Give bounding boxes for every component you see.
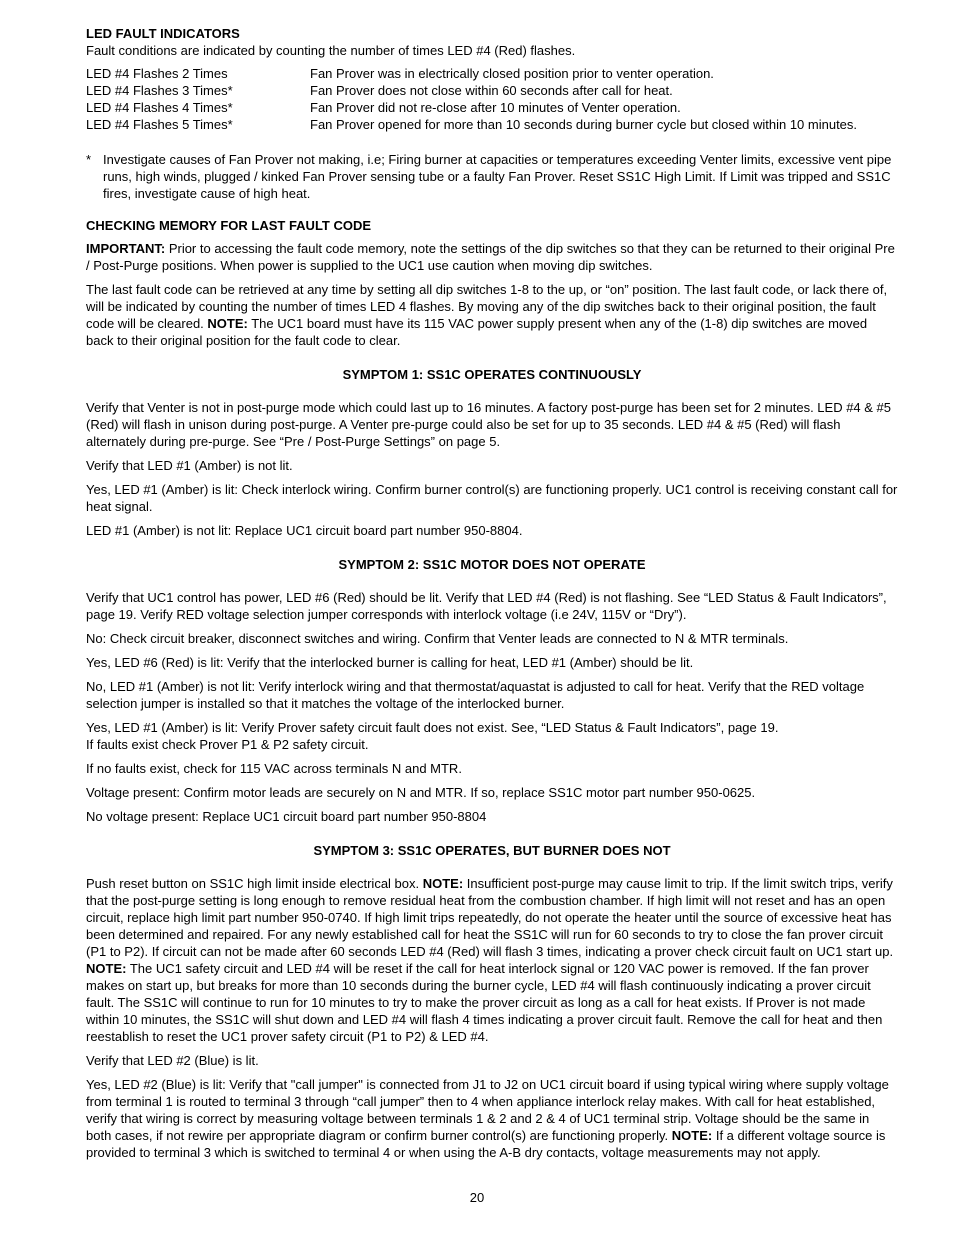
led-fault-table — [86, 65, 898, 133]
note-label: NOTE: — [207, 316, 248, 331]
footnote — [86, 151, 898, 202]
led-fault-intro: Fault conditions are indicated by counting the number of times LED #4 (Red) flashes. — [86, 43, 576, 58]
symptom-3-heading: SYMPTOM 3: SS1C OPERATES, BUT BURNER DOES NOT — [313, 843, 671, 858]
symptom-3-text: Push reset button on SS1C high limit inside electrical box. — [86, 876, 423, 891]
symptom-1-heading: SYMPTOM 1: SS1C OPERATES CONTINUOUSLY — [342, 367, 642, 382]
note-label: NOTE: — [671, 1128, 713, 1143]
fault-label: LED #4 Flashes 3 Times* — [86, 83, 233, 98]
symptom-2-paragraph: If no faults exist, check for 115 VAC across terminals N and MTR. — [86, 761, 462, 776]
page-number: 20 — [469, 1190, 485, 1205]
important-text: Prior to accessing the fault code memory, note the settings of the dip switches so that they can be returned to their original Pre / Post-Purge positions. When power is supplied to the UC1 use caution when moving dip switches. — [86, 241, 895, 273]
symptom-2-paragraph: No, LED #1 (Amber) is not lit: Verify interlock wiring and that thermostat/aquastat is adjusted to call for heat. Verify that the RED voltage selection jumper is installed so that it matches the voltage of the interlocked burner. — [86, 679, 865, 711]
fault-label: LED #4 Flashes 4 Times* — [86, 100, 233, 115]
symptom-2-paragraph — [86, 719, 898, 753]
symptom-2-line: Yes, LED #1 (Amber) is lit: Verify Prover safety circuit fault does not exist. See, “LED Status & Fault Indicators”, page 19. — [86, 720, 779, 735]
symptom-3-text: Yes, LED #2 (Blue) is lit: Verify that "call jumper" is connected from J1 to J2 on UC1 circuit board if using typical wiring where supply voltage from terminal 1 is routed to terminal 3 through “call jumper” then to 4 when appliance interlock relay makes. With call for heat established, verify that wiring is correct by measuring voltage between terminals 1 & 2 and 2 & 4 of UC1 terminal strip. Voltage should be the same in both cases, if not rewire per appropriate diagram or confirm burner control(s) are functioning properly. — [86, 1077, 889, 1143]
fault-description: Fan Prover was in electrically closed position prior to venter operation. — [310, 66, 714, 81]
important-label: IMPORTANT: — [86, 241, 166, 256]
memory-heading: CHECKING MEMORY FOR LAST FAULT CODE — [86, 218, 372, 233]
note-label: NOTE: — [86, 961, 127, 976]
symptom-2-paragraph: Verify that UC1 control has power, LED #6 (Red) should be lit. Verify that LED #4 (Red) is not flashing. See “LED Status & Fault Indicators”, page 19. Verify RED voltage selection jumper corresponds with interlock voltage (i.e 24V, 115V or “Dry”). — [86, 590, 887, 622]
symptom-3-paragraph: Verify that LED #2 (Blue) is lit. — [86, 1053, 259, 1068]
symptom-1-paragraph: LED #1 (Amber) is not lit: Replace UC1 circuit board part number 950-8804. — [86, 523, 523, 538]
symptom-3-paragraph — [86, 875, 898, 1045]
fault-label: LED #4 Flashes 5 Times* — [86, 117, 233, 132]
symptom-2-paragraph: Voltage present: Confirm motor leads are securely on N and MTR. If so, replace SS1C motor part number 950-0625. — [86, 785, 756, 800]
symptom-2-paragraph: No: Check circuit breaker, disconnect switches and wiring. Confirm that Venter leads are connected to N & MTR terminals. — [86, 631, 789, 646]
symptom-1-paragraph: Verify that LED #1 (Amber) is not lit. — [86, 458, 293, 473]
symptom-3-paragraph — [86, 1076, 898, 1161]
manual-page — [86, 25, 898, 1168]
fault-label: LED #4 Flashes 2 Times — [86, 66, 228, 81]
footnote-text: Investigate causes of Fan Prover not making, i.e; Firing burner at capacities or temperatures exceeding Venter limits, excessive vent pipe runs, high winds, plugged / kinked Fan Prover sensing tube or a faulty Fan Prover. Reset SS1C High Limit. If Limit was tripped and SS1C fires, investigate cause of high heat. — [103, 152, 892, 201]
symptom-3-text: If a different voltage source is provided to terminal 3 which is switched to terminal 4 or when using the A-B dry contacts, voltage measurements may not apply. — [86, 1128, 886, 1160]
note-label: NOTE: — [422, 876, 464, 891]
symptom-2-heading: SYMPTOM 2: SS1C MOTOR DOES NOT OPERATE — [338, 557, 646, 572]
fault-description: Fan Prover opened for more than 10 seconds during burner cycle but closed within 10 minutes. — [310, 117, 858, 132]
memory-text-a: The last fault code can be retrieved at any time by setting all dip switches 1-8 to the up, or “on” position. The last fault code, or lack there of, will be indicated by counting the number of times LED 4 flashes. By moving any of the dip switches back to their original position, the fault code will be cleared. — [86, 282, 888, 331]
fault-description: Fan Prover does not close within 60 seconds after call for heat. — [310, 83, 673, 98]
symptom-3-text: Insufficient post-purge may cause limit to trip. If the limit switch trips, verify that the post-purge setting is long enough to remove residual heat from the combustion chamber. If high limit will not reset and has an open circuit, replace high limit part number 950-0740. If high limit trips repeatedly, do not operate the heater until the source of excessive heat has been determined and repaired. For any newly established call for heat the SS1C will run for 60 seconds to try to close the fan prover circuit (P1 to P2). If circuit can not be made after 60 seconds LED #4 (Red) will flash 3 times, indicating a prover check circuit fault on UC1 start up. — [86, 876, 894, 959]
symptom-1-paragraph: Verify that Venter is not in post-purge mode which could last up to 16 minutes. A factory post-purge has been set for 2 minutes. LED #4 & #5 (Red) will flash in unison during post-purge. A Venter pre-purge could also be set for up to 35 seconds. LED #4 & #5 (Red) will flash alternately during pre-purge. See “Pre / Post-Purge Settings” on page 5. — [86, 400, 892, 449]
symptom-2-paragraph: Yes, LED #6 (Red) is lit: Verify that the interlocked burner is calling for heat, LED #1 (Amber) should be lit. — [86, 655, 694, 670]
fault-description: Fan Prover did not re-close after 10 minutes of Venter operation. — [310, 100, 681, 115]
important-paragraph — [86, 240, 898, 274]
memory-text-b: The UC1 board must have its 115 VAC power supply present when any of the (1-8) dip switches are moved back to their original position for the fault code to clear. — [86, 316, 868, 348]
footnote-mark: * — [86, 152, 92, 167]
symptom-1-paragraph: Yes, LED #1 (Amber) is lit: Check interlock wiring. Confirm burner control(s) are functioning properly. UC1 control is receiving constant call for heat signal. — [86, 482, 898, 514]
memory-paragraph — [86, 281, 898, 349]
symptom-3-text: The UC1 safety circuit and LED #4 will be reset if the call for heat interlock signal or 120 VAC power is removed. If the fan prover makes on start up, but breaks for more than 10 seconds during the burner cycle, LED #4 will flash continuously indicating a prover circuit fault. The SS1C will continue to run for 10 minutes to try to make the prover circuit as long as a call for heat exists. If Prover is not made within 10 minutes, the SS1C will shut down and LED #4 will flash 4 times indicating a prover circuit fault. Remove the call for heat and then reestablish to reset the UC1 prover safety circuit (P1 to P2) & LED #4. — [86, 961, 883, 1044]
led-fault-heading: LED FAULT INDICATORS — [86, 26, 240, 41]
symptom-2-line: If faults exist check Prover P1 & P2 safety circuit. — [86, 737, 369, 752]
symptom-2-paragraph: No voltage present: Replace UC1 circuit board part number 950-8804 — [86, 809, 487, 824]
